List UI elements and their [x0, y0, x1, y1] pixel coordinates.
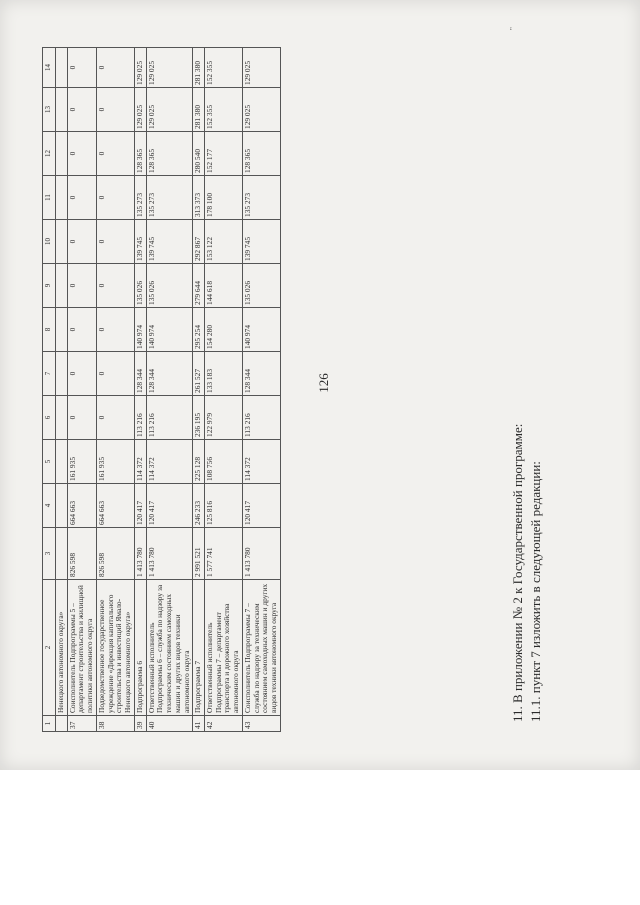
column-header: 1: [43, 716, 56, 732]
column-header: 9: [43, 264, 56, 308]
value-cell: 261 527: [193, 352, 205, 396]
value-cell: 122 979: [205, 396, 243, 440]
value-cell: 0: [96, 352, 134, 396]
value-cell: [56, 176, 68, 220]
table-row: [193, 48, 205, 732]
row-name-cell: Подведомственное государственное учреждение «Дирекция капитального строительства и инвестиций Ямало-Ненецкого автономного округа»: [96, 580, 134, 716]
corner-mark: ": [509, 27, 517, 30]
value-cell: 128 344: [134, 352, 146, 396]
row-name-cell: Подпрограмма 7: [193, 580, 205, 716]
row-number-cell: 41: [193, 716, 205, 732]
value-cell: 0: [67, 132, 96, 176]
value-cell: 152 355: [205, 88, 243, 132]
value-cell: 225 128: [193, 440, 205, 484]
value-cell: 0: [67, 352, 96, 396]
column-header: 6: [43, 396, 56, 440]
value-cell: 135 026: [242, 264, 280, 308]
value-cell: [56, 264, 68, 308]
value-cell: 129 025: [242, 88, 280, 132]
value-cell: 246 233: [193, 484, 205, 528]
column-header: 8: [43, 308, 56, 352]
value-cell: 0: [96, 220, 134, 264]
value-cell: 120 417: [242, 484, 280, 528]
value-cell: 140 974: [242, 308, 280, 352]
value-cell: 129 025: [134, 48, 146, 88]
row-name-cell: Ответственный исполнитель Подпрограммы 6 – служба по надзору за техническим состоянием самоходных машин и других видов техники автономного округа: [146, 580, 193, 716]
value-cell: 826 598: [96, 528, 134, 580]
value-cell: 154 280: [205, 308, 243, 352]
value-cell: 113 216: [134, 396, 146, 440]
table-row: [205, 48, 243, 732]
value-cell: 153 122: [205, 220, 243, 264]
value-cell: [56, 48, 68, 88]
budget-table: [42, 47, 281, 732]
value-cell: 128 365: [242, 132, 280, 176]
value-cell: 292 867: [193, 220, 205, 264]
value-cell: 139 745: [146, 220, 193, 264]
value-cell: 664 663: [67, 484, 96, 528]
value-cell: 0: [67, 220, 96, 264]
value-cell: 664 663: [96, 484, 134, 528]
value-cell: 128 365: [146, 132, 193, 176]
value-cell: 140 974: [146, 308, 193, 352]
column-header: 13: [43, 88, 56, 132]
value-cell: 0: [96, 176, 134, 220]
row-name-cell: Подпрограмма 6: [134, 580, 146, 716]
column-header: 5: [43, 440, 56, 484]
column-header: 4: [43, 484, 56, 528]
table-row: [242, 48, 280, 732]
value-cell: 139 745: [134, 220, 146, 264]
column-header: 12: [43, 132, 56, 176]
value-cell: 0: [67, 88, 96, 132]
value-cell: 0: [67, 308, 96, 352]
value-cell: 2 991 521: [193, 528, 205, 580]
row-name-cell: Соисполнитель Подпрограммы 7 – служба по надзору за техническим состоянием самоходных машин и других видов техники автономного округа: [242, 580, 280, 716]
value-cell: 129 025: [146, 48, 193, 88]
value-cell: 0: [67, 176, 96, 220]
column-header: 3: [43, 528, 56, 580]
value-cell: 178 100: [205, 176, 243, 220]
value-cell: 133 183: [205, 352, 243, 396]
value-cell: [56, 88, 68, 132]
value-cell: 826 598: [67, 528, 96, 580]
paragraph-appendix-2: 11. В приложении № 2 к Государственной программе:: [510, 423, 525, 722]
column-header: 11: [43, 176, 56, 220]
value-cell: 128 344: [146, 352, 193, 396]
row-name-cell: Соисполнитель Подпрограммы 5 – департамент строительства и жилищной политики автономного округа: [67, 580, 96, 716]
value-cell: 313 373: [193, 176, 205, 220]
value-cell: 0: [96, 48, 134, 88]
column-header: 10: [43, 220, 56, 264]
value-cell: 0: [96, 264, 134, 308]
value-cell: 114 372: [242, 440, 280, 484]
value-cell: 135 273: [134, 176, 146, 220]
column-header: 14: [43, 48, 56, 88]
value-cell: 114 372: [146, 440, 193, 484]
table-row: [56, 48, 68, 732]
row-number-cell: 38: [96, 716, 134, 732]
value-cell: 129 025: [146, 88, 193, 132]
value-cell: 128 365: [134, 132, 146, 176]
value-cell: 0: [96, 396, 134, 440]
value-cell: 1 413 780: [242, 528, 280, 580]
value-cell: 281 380: [193, 48, 205, 88]
row-number-cell: 42: [205, 716, 243, 732]
scan-background: [0, 770, 640, 905]
value-cell: [56, 352, 68, 396]
value-cell: [56, 308, 68, 352]
value-cell: 129 025: [242, 48, 280, 88]
row-name-cell: Ответственный исполнитель Подпрограммы 7 – департамент транспорта и дорожного хозяйства автономного округа: [205, 580, 243, 716]
paragraph-item-7: 11.1. пункт 7 изложить в следующей редакции:: [528, 461, 543, 722]
value-cell: 120 417: [146, 484, 193, 528]
page-number: 126: [316, 373, 331, 393]
row-number-cell: [56, 716, 68, 732]
value-cell: 152 355: [205, 48, 243, 88]
value-cell: 161 935: [67, 440, 96, 484]
table-row: [67, 48, 96, 732]
value-cell: 280 540: [193, 132, 205, 176]
value-cell: 113 216: [242, 396, 280, 440]
column-header: 2: [43, 580, 56, 716]
value-cell: 236 195: [193, 396, 205, 440]
row-number-cell: 43: [242, 716, 280, 732]
value-cell: 135 026: [146, 264, 193, 308]
value-cell: 128 344: [242, 352, 280, 396]
table-header-row: [43, 48, 56, 732]
value-cell: 114 372: [134, 440, 146, 484]
value-cell: 140 974: [134, 308, 146, 352]
table-row: [134, 48, 146, 732]
value-cell: 0: [67, 48, 96, 88]
value-cell: [56, 220, 68, 264]
value-cell: 0: [96, 88, 134, 132]
value-cell: 135 273: [242, 176, 280, 220]
table-row: [146, 48, 193, 732]
value-cell: 0: [96, 132, 134, 176]
value-cell: 1 413 780: [134, 528, 146, 580]
column-header: 7: [43, 352, 56, 396]
value-cell: 279 644: [193, 264, 205, 308]
value-cell: 125 816: [205, 484, 243, 528]
value-cell: 1 577 741: [205, 528, 243, 580]
row-number-cell: 39: [134, 716, 146, 732]
value-cell: 0: [67, 396, 96, 440]
value-cell: 139 745: [242, 220, 280, 264]
value-cell: 0: [67, 264, 96, 308]
value-cell: [56, 132, 68, 176]
value-cell: [56, 396, 68, 440]
row-number-cell: 37: [67, 716, 96, 732]
value-cell: [56, 440, 68, 484]
value-cell: [56, 528, 68, 580]
value-cell: 152 177: [205, 132, 243, 176]
value-cell: 129 025: [134, 88, 146, 132]
value-cell: 161 935: [96, 440, 134, 484]
row-name-cell: Ненецкого автономного округа»: [56, 580, 68, 716]
value-cell: 135 273: [146, 176, 193, 220]
value-cell: 135 026: [134, 264, 146, 308]
value-cell: 108 756: [205, 440, 243, 484]
value-cell: 113 216: [146, 396, 193, 440]
value-cell: 144 618: [205, 264, 243, 308]
value-cell: 0: [96, 308, 134, 352]
value-cell: 120 417: [134, 484, 146, 528]
table-row: [96, 48, 134, 732]
value-cell: 295 254: [193, 308, 205, 352]
row-number-cell: 40: [146, 716, 193, 732]
value-cell: [56, 484, 68, 528]
value-cell: 1 413 780: [146, 528, 193, 580]
value-cell: 281 380: [193, 88, 205, 132]
